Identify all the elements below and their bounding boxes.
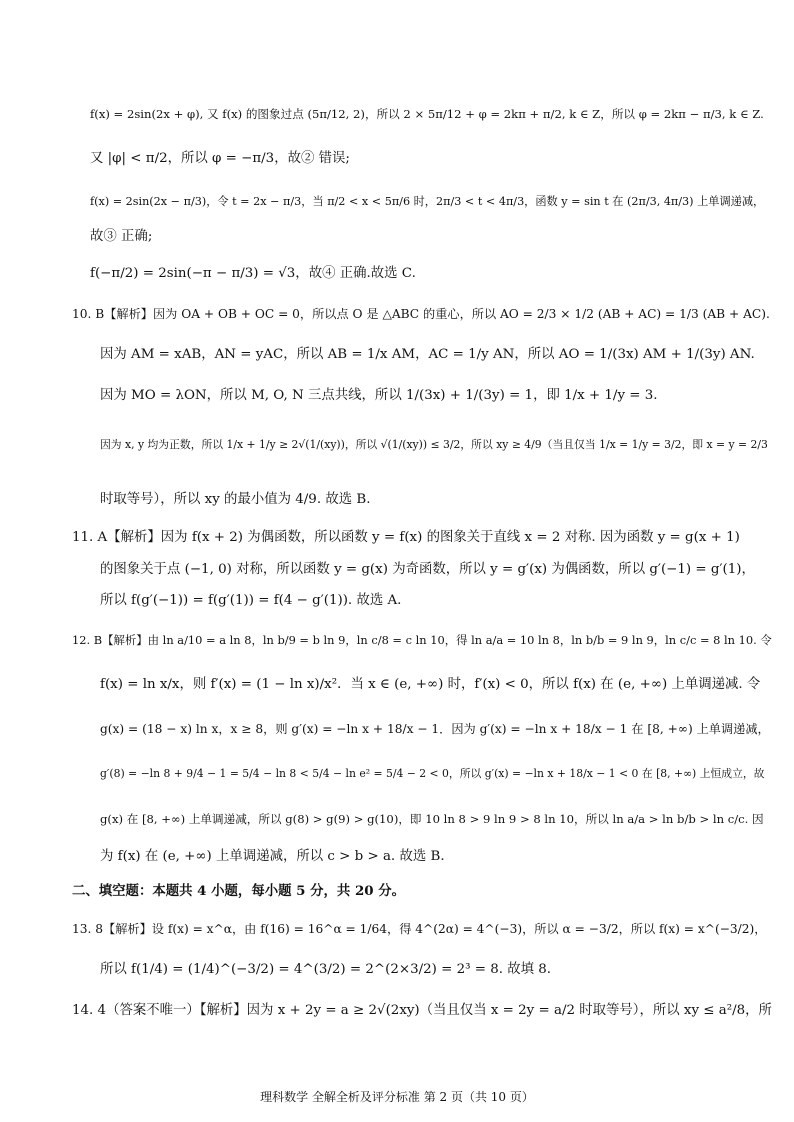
solution-line: f(x) = 2sin(2x + φ), 又 f(x) 的图象过点 (5π/12, 2)，所以 2 × 5π/12 + φ = 2kπ + π/2, k ∈ Z，所以 φ = 2kπ − π/3, k ∈ Z. bbox=[90, 107, 764, 121]
solution-line: 所以 f(1/4) = (1/4)^(−3/2) = 4^(3/2) = 2^(2×3/2) = 2³ = 8. 故填 8. bbox=[100, 962, 552, 977]
solution-line: g(x) = (18 − x) ln x，x ≥ 8，则 g′(x) = −ln x + 18/x − 1．因为 g′(x) = −ln x + 18/x − 1 在 [8, +∞) 上单调递减， bbox=[100, 722, 770, 736]
solution-line: 13. 8【解析】设 f(x) = x^α，由 f(16) = 16^α = 1/64，得 4^(2α) = 4^(−3)，所以 α = −3/2，所以 f(x) = x^(−3/2)， bbox=[72, 922, 767, 936]
solution-line: 的图象关于点 (−1, 0) 对称，所以函数 y = g(x) 为奇函数，所以 y = g′(x) 为偶函数，所以 g′(−1) = g′(1)， bbox=[100, 562, 755, 577]
solution-line: 10. B【解析】因为 OA + OB + OC = 0，所以点 O 是 △ABC 的重心，所以 AO = 2/3 × 1/2 (AB + AC) = 1/3 (AB + AC). bbox=[72, 307, 770, 321]
solution-line: 12. B【解析】由 ln a/10 = a ln 8，ln b/9 = b ln 9，ln c/8 = c ln 10，得 ln a/a = 10 ln 8，ln b/b = 9 ln 9，ln c/c = 8 ln 10. 令 bbox=[72, 633, 772, 647]
solution-line: 又 |φ| < π/2，所以 φ = −π/3，故② 错误; bbox=[90, 151, 350, 166]
solution-line: f(−π/2) = 2sin(−π − π/3) = √3，故④ 正确.故选 C. bbox=[90, 266, 416, 281]
solution-line: 11. A【解析】因为 f(x + 2) 为偶函数，所以函数 y = f(x) 的图象关于直线 x = 2 对称. 因为函数 y = g(x + 1) bbox=[72, 530, 740, 545]
solution-line: 故③ 正确; bbox=[90, 229, 153, 244]
section-heading: 二、填空题：本题共 4 小题，每小题 5 分，共 20 分。 bbox=[72, 883, 406, 899]
solution-line: f(x) = ln x/x，则 f′(x) = (1 − ln x)/x²．当 x ∈ (e, +∞) 时，f′(x) < 0，所以 f(x) 在 (e, +∞) 上单调递减. 令 bbox=[100, 677, 761, 692]
solution-line: 14. 4（答案不唯一）【解析】因为 x + 2y = a ≥ 2√(2xy)（当且仅当 x = 2y = a/2 时取等号），所以 xy ≤ a²/8，所 bbox=[72, 1003, 772, 1018]
solution-line: 因为 x, y 均为正数，所以 1/x + 1/y ≥ 2√(1/(xy))，所以 √(1/(xy)) ≤ 3/2，所以 xy ≥ 4/9（当且仅当 1/x = 1/y = 3/2，即 x = y = 2/3 bbox=[100, 438, 768, 451]
solution-line: 为 f(x) 在 (e, +∞) 上单调递减，所以 c > b > a. 故选 B. bbox=[100, 849, 445, 864]
solution-line: g(x) 在 [8, +∞) 上单调递减，所以 g(8) > g(9) > g(10)，即 10 ln 8 > 9 ln 9 > 8 ln 10，所以 ln a/a > ln b/b > ln c/c. 因 bbox=[100, 812, 764, 826]
solution-line: f(x) = 2sin(2x − π/3)，令 t = 2x − π/3，当 π/2 < x < 5π/6 时，2π/3 < t < 4π/3，函数 y = sin t 在 (2π/3, 4π/3) 上单调递减， bbox=[90, 195, 765, 208]
solution-line: 时取等号），所以 xy 的最小值为 4/9. 故选 B. bbox=[100, 492, 371, 507]
page-footer: 理科数学 全解全析及评分标准 第 2 页（共 10 页） bbox=[260, 1090, 534, 1104]
solution-line: 所以 f(g′(−1)) = f(g′(1)) = f(4 − g′(1)). 故选 A. bbox=[100, 593, 402, 608]
solution-line: 因为 MO = λON，所以 M, O, N 三点共线，所以 1/(3x) + 1/(3y) = 1，即 1/x + 1/y = 3. bbox=[100, 388, 658, 403]
solution-line: 因为 AM = xAB，AN = yAC，所以 AB = 1/x AM，AC = 1/y AN，所以 AO = 1/(3x) AM + 1/(3y) AN. bbox=[100, 347, 755, 362]
solution-line: g′(8) = −ln 8 + 9/4 − 1 = 5/4 − ln 8 < 5/4 − ln e² = 5/4 − 2 < 0，所以 g′(x) = −ln x + 18/x − 1 < 0 在 [8, +∞) 上恒成立，故 bbox=[100, 767, 765, 780]
